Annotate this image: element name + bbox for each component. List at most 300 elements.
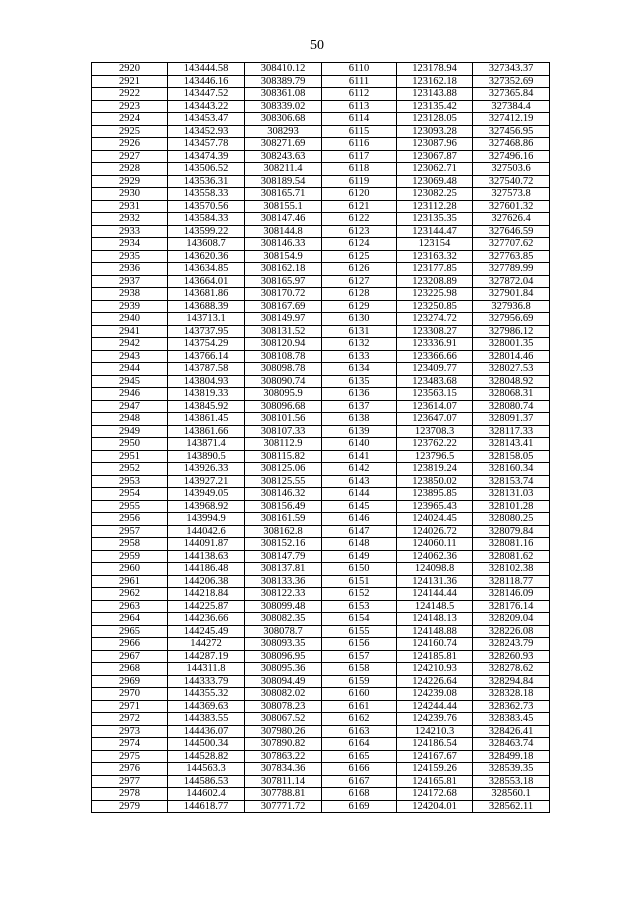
point-number-a-cell: 2979	[92, 800, 168, 813]
table-row	[92, 650, 550, 663]
point-number-a-cell: 2946	[92, 388, 168, 401]
x-coordinate-a-cell: 143926.33	[168, 463, 245, 476]
x-coordinate-b-cell: 123143.88	[397, 88, 473, 101]
y-coordinate-a-cell: 307890.82	[245, 738, 322, 751]
point-number-b-cell: 6149	[322, 550, 397, 563]
point-number-a-cell: 2938	[92, 288, 168, 301]
y-coordinate-b-cell: 327503.6	[473, 163, 550, 176]
x-coordinate-b-cell: 123178.94	[397, 63, 473, 76]
table-row	[92, 113, 550, 126]
point-number-a-cell: 2931	[92, 200, 168, 213]
x-coordinate-a-cell: 143584.33	[168, 213, 245, 226]
x-coordinate-b-cell: 123850.02	[397, 475, 473, 488]
y-coordinate-a-cell: 307788.81	[245, 788, 322, 801]
y-coordinate-a-cell: 308122.33	[245, 588, 322, 601]
x-coordinate-a-cell: 143634.85	[168, 263, 245, 276]
point-number-b-cell: 6123	[322, 225, 397, 238]
x-coordinate-b-cell: 123163.32	[397, 250, 473, 263]
point-number-b-cell: 6147	[322, 525, 397, 538]
y-coordinate-a-cell: 308112.9	[245, 438, 322, 451]
y-coordinate-b-cell: 328560.1	[473, 788, 550, 801]
table-row	[92, 488, 550, 501]
table-row	[92, 713, 550, 726]
point-number-b-cell: 6162	[322, 713, 397, 726]
y-coordinate-a-cell: 308095.9	[245, 388, 322, 401]
table-row	[92, 400, 550, 413]
y-coordinate-b-cell: 327412.19	[473, 113, 550, 126]
point-number-a-cell: 2975	[92, 750, 168, 763]
x-coordinate-b-cell: 123208.89	[397, 275, 473, 288]
x-coordinate-b-cell: 123409.77	[397, 363, 473, 376]
table-row	[92, 613, 550, 626]
x-coordinate-b-cell: 123563.15	[397, 388, 473, 401]
point-number-a-cell: 2964	[92, 613, 168, 626]
y-coordinate-b-cell: 327384.4	[473, 100, 550, 113]
point-number-a-cell: 2955	[92, 500, 168, 513]
table-row	[92, 450, 550, 463]
y-coordinate-b-cell: 327763.85	[473, 250, 550, 263]
point-number-a-cell: 2948	[92, 413, 168, 426]
point-number-a-cell: 2977	[92, 775, 168, 788]
y-coordinate-b-cell: 327707.62	[473, 238, 550, 251]
y-coordinate-a-cell: 308096.68	[245, 400, 322, 413]
y-coordinate-a-cell: 308101.56	[245, 413, 322, 426]
x-coordinate-b-cell: 124144.44	[397, 588, 473, 601]
table-row	[92, 663, 550, 676]
table-row	[92, 563, 550, 576]
y-coordinate-a-cell: 308099.48	[245, 600, 322, 613]
x-coordinate-a-cell: 144206.38	[168, 575, 245, 588]
point-number-b-cell: 6164	[322, 738, 397, 751]
y-coordinate-a-cell: 308082.35	[245, 613, 322, 626]
point-number-b-cell: 6122	[322, 213, 397, 226]
x-coordinate-b-cell: 123112.28	[397, 200, 473, 213]
table-row	[92, 775, 550, 788]
table-row	[92, 725, 550, 738]
point-number-b-cell: 6117	[322, 150, 397, 163]
y-coordinate-b-cell: 328176.14	[473, 600, 550, 613]
x-coordinate-a-cell: 143787.58	[168, 363, 245, 376]
x-coordinate-b-cell: 124239.08	[397, 688, 473, 701]
x-coordinate-a-cell: 143474.39	[168, 150, 245, 163]
table-row	[92, 638, 550, 651]
x-coordinate-a-cell: 144218.84	[168, 588, 245, 601]
x-coordinate-b-cell: 124165.81	[397, 775, 473, 788]
table-row	[92, 500, 550, 513]
x-coordinate-b-cell: 123366.66	[397, 350, 473, 363]
table-row	[92, 150, 550, 163]
x-coordinate-b-cell: 124239.76	[397, 713, 473, 726]
point-number-b-cell: 6133	[322, 350, 397, 363]
x-coordinate-a-cell: 143447.52	[168, 88, 245, 101]
point-number-b-cell: 6145	[322, 500, 397, 513]
point-number-a-cell: 2941	[92, 325, 168, 338]
table-row	[92, 100, 550, 113]
point-number-b-cell: 6165	[322, 750, 397, 763]
point-number-b-cell: 6130	[322, 313, 397, 326]
y-coordinate-a-cell: 308165.71	[245, 188, 322, 201]
point-number-b-cell: 6159	[322, 675, 397, 688]
y-coordinate-b-cell: 328117.33	[473, 425, 550, 438]
y-coordinate-b-cell: 328143.41	[473, 438, 550, 451]
x-coordinate-b-cell: 123093.28	[397, 125, 473, 138]
table-row	[92, 388, 550, 401]
y-coordinate-a-cell: 308156.49	[245, 500, 322, 513]
y-coordinate-a-cell: 308339.02	[245, 100, 322, 113]
x-coordinate-a-cell: 143861.45	[168, 413, 245, 426]
y-coordinate-b-cell: 328499.18	[473, 750, 550, 763]
point-number-b-cell: 6140	[322, 438, 397, 451]
point-number-a-cell: 2944	[92, 363, 168, 376]
point-number-b-cell: 6136	[322, 388, 397, 401]
point-number-a-cell: 2949	[92, 425, 168, 438]
x-coordinate-a-cell: 143608.7	[168, 238, 245, 251]
point-number-a-cell: 2952	[92, 463, 168, 476]
y-coordinate-a-cell: 307863.22	[245, 750, 322, 763]
point-number-b-cell: 6126	[322, 263, 397, 276]
y-coordinate-a-cell: 308147.46	[245, 213, 322, 226]
point-number-b-cell: 6129	[322, 300, 397, 313]
x-coordinate-b-cell: 124210.3	[397, 725, 473, 738]
point-number-b-cell: 6110	[322, 63, 397, 76]
y-coordinate-a-cell: 308147.79	[245, 550, 322, 563]
y-coordinate-a-cell: 308120.94	[245, 338, 322, 351]
table-row	[92, 350, 550, 363]
table-row	[92, 88, 550, 101]
y-coordinate-b-cell: 327986.12	[473, 325, 550, 338]
x-coordinate-b-cell: 123067.87	[397, 150, 473, 163]
table-row	[92, 300, 550, 313]
point-number-a-cell: 2956	[92, 513, 168, 526]
point-number-a-cell: 2932	[92, 213, 168, 226]
y-coordinate-b-cell: 327626.4	[473, 213, 550, 226]
point-number-a-cell: 2924	[92, 113, 168, 126]
y-coordinate-b-cell: 327601.32	[473, 200, 550, 213]
x-coordinate-b-cell: 123308.27	[397, 325, 473, 338]
point-number-b-cell: 6135	[322, 375, 397, 388]
point-number-b-cell: 6118	[322, 163, 397, 176]
x-coordinate-a-cell: 143444.58	[168, 63, 245, 76]
point-number-a-cell: 2966	[92, 638, 168, 651]
point-number-a-cell: 2962	[92, 588, 168, 601]
x-coordinate-b-cell: 123082.25	[397, 188, 473, 201]
point-number-b-cell: 6160	[322, 688, 397, 701]
point-number-a-cell: 2951	[92, 450, 168, 463]
x-coordinate-b-cell: 123062.71	[397, 163, 473, 176]
x-coordinate-a-cell: 143688.39	[168, 300, 245, 313]
point-number-a-cell: 2974	[92, 738, 168, 751]
x-coordinate-a-cell: 143968.92	[168, 500, 245, 513]
x-coordinate-a-cell: 143681.86	[168, 288, 245, 301]
table-row	[92, 438, 550, 451]
point-number-a-cell: 2933	[92, 225, 168, 238]
table-row	[92, 238, 550, 251]
point-number-b-cell: 6153	[322, 600, 397, 613]
y-coordinate-b-cell: 327456.95	[473, 125, 550, 138]
table-row	[92, 125, 550, 138]
table-row	[92, 463, 550, 476]
y-coordinate-a-cell: 308161.59	[245, 513, 322, 526]
y-coordinate-b-cell: 328278.62	[473, 663, 550, 676]
point-number-b-cell: 6167	[322, 775, 397, 788]
x-coordinate-a-cell: 144311.8	[168, 663, 245, 676]
y-coordinate-a-cell: 308137.81	[245, 563, 322, 576]
y-coordinate-a-cell: 308115.82	[245, 450, 322, 463]
table-row	[92, 175, 550, 188]
point-number-a-cell: 2957	[92, 525, 168, 538]
point-number-b-cell: 6139	[322, 425, 397, 438]
y-coordinate-b-cell: 328209.04	[473, 613, 550, 626]
point-number-b-cell: 6116	[322, 138, 397, 151]
x-coordinate-b-cell: 124159.26	[397, 763, 473, 776]
table-row	[92, 800, 550, 813]
point-number-b-cell: 6158	[322, 663, 397, 676]
y-coordinate-b-cell: 328160.34	[473, 463, 550, 476]
y-coordinate-a-cell: 308410.12	[245, 63, 322, 76]
point-number-b-cell: 6150	[322, 563, 397, 576]
y-coordinate-b-cell: 328153.74	[473, 475, 550, 488]
point-number-a-cell: 2937	[92, 275, 168, 288]
point-number-a-cell: 2958	[92, 538, 168, 551]
table-row	[92, 475, 550, 488]
y-coordinate-b-cell: 328081.62	[473, 550, 550, 563]
x-coordinate-a-cell: 144272	[168, 638, 245, 651]
point-number-a-cell: 2921	[92, 75, 168, 88]
y-coordinate-a-cell: 308146.33	[245, 238, 322, 251]
point-number-b-cell: 6154	[322, 613, 397, 626]
x-coordinate-b-cell: 123647.07	[397, 413, 473, 426]
page-number: 50	[310, 38, 324, 53]
point-number-b-cell: 6155	[322, 625, 397, 638]
point-number-a-cell: 2942	[92, 338, 168, 351]
x-coordinate-b-cell: 123796.5	[397, 450, 473, 463]
x-coordinate-a-cell: 144586.53	[168, 775, 245, 788]
x-coordinate-a-cell: 144618.77	[168, 800, 245, 813]
y-coordinate-b-cell: 327343.37	[473, 63, 550, 76]
x-coordinate-b-cell: 124167.67	[397, 750, 473, 763]
x-coordinate-b-cell: 123614.07	[397, 400, 473, 413]
point-number-b-cell: 6132	[322, 338, 397, 351]
y-coordinate-a-cell: 307811.14	[245, 775, 322, 788]
point-number-b-cell: 6144	[322, 488, 397, 501]
x-coordinate-a-cell: 143766.14	[168, 350, 245, 363]
table-row	[92, 788, 550, 801]
point-number-b-cell: 6168	[322, 788, 397, 801]
y-coordinate-a-cell: 308078.23	[245, 700, 322, 713]
x-coordinate-b-cell: 124062.36	[397, 550, 473, 563]
table-row	[92, 138, 550, 151]
x-coordinate-b-cell: 123895.85	[397, 488, 473, 501]
table-row	[92, 338, 550, 351]
x-coordinate-a-cell: 143457.78	[168, 138, 245, 151]
x-coordinate-b-cell: 124186.54	[397, 738, 473, 751]
y-coordinate-b-cell: 328080.25	[473, 513, 550, 526]
y-coordinate-a-cell: 308189.54	[245, 175, 322, 188]
x-coordinate-a-cell: 143453.47	[168, 113, 245, 126]
point-number-a-cell: 2973	[92, 725, 168, 738]
point-number-a-cell: 2961	[92, 575, 168, 588]
y-coordinate-a-cell: 308082.02	[245, 688, 322, 701]
x-coordinate-b-cell: 123819.24	[397, 463, 473, 476]
y-coordinate-b-cell: 328027.53	[473, 363, 550, 376]
point-number-a-cell: 2967	[92, 650, 168, 663]
x-coordinate-b-cell: 124024.45	[397, 513, 473, 526]
y-coordinate-b-cell: 328562.11	[473, 800, 550, 813]
x-coordinate-b-cell: 124172.68	[397, 788, 473, 801]
y-coordinate-a-cell: 308271.69	[245, 138, 322, 151]
x-coordinate-a-cell: 144042.6	[168, 525, 245, 538]
y-coordinate-b-cell: 328243.79	[473, 638, 550, 651]
x-coordinate-a-cell: 143819.33	[168, 388, 245, 401]
y-coordinate-b-cell: 328328.18	[473, 688, 550, 701]
y-coordinate-b-cell: 328553.18	[473, 775, 550, 788]
table-row	[92, 325, 550, 338]
y-coordinate-b-cell: 328014.46	[473, 350, 550, 363]
point-number-a-cell: 2927	[92, 150, 168, 163]
table-row	[92, 425, 550, 438]
x-coordinate-b-cell: 123144.47	[397, 225, 473, 238]
point-number-b-cell: 6127	[322, 275, 397, 288]
x-coordinate-a-cell: 144186.48	[168, 563, 245, 576]
y-coordinate-b-cell: 328539.35	[473, 763, 550, 776]
x-coordinate-b-cell: 124060.11	[397, 538, 473, 551]
point-number-a-cell: 2976	[92, 763, 168, 776]
point-number-a-cell: 2965	[92, 625, 168, 638]
x-coordinate-a-cell: 144355.32	[168, 688, 245, 701]
y-coordinate-b-cell: 328081.16	[473, 538, 550, 551]
x-coordinate-a-cell: 143994.9	[168, 513, 245, 526]
y-coordinate-a-cell: 308067.52	[245, 713, 322, 726]
point-number-b-cell: 6111	[322, 75, 397, 88]
y-coordinate-a-cell: 308125.55	[245, 475, 322, 488]
x-coordinate-b-cell: 123708.3	[397, 425, 473, 438]
point-number-a-cell: 2950	[92, 438, 168, 451]
point-number-b-cell: 6142	[322, 463, 397, 476]
table-row	[92, 213, 550, 226]
y-coordinate-b-cell: 328294.84	[473, 675, 550, 688]
y-coordinate-a-cell: 308096.95	[245, 650, 322, 663]
table-row	[92, 525, 550, 538]
x-coordinate-b-cell: 123154	[397, 238, 473, 251]
y-coordinate-b-cell: 327789.99	[473, 263, 550, 276]
y-coordinate-a-cell: 308094.49	[245, 675, 322, 688]
x-coordinate-a-cell: 143861.66	[168, 425, 245, 438]
y-coordinate-a-cell: 308133.36	[245, 575, 322, 588]
point-number-a-cell: 2923	[92, 100, 168, 113]
x-coordinate-a-cell: 143570.56	[168, 200, 245, 213]
table-row	[92, 600, 550, 613]
y-coordinate-a-cell: 308211.4	[245, 163, 322, 176]
table-row	[92, 288, 550, 301]
x-coordinate-b-cell: 124204.01	[397, 800, 473, 813]
point-number-a-cell: 2960	[92, 563, 168, 576]
x-coordinate-a-cell: 143506.52	[168, 163, 245, 176]
x-coordinate-a-cell: 143452.93	[168, 125, 245, 138]
y-coordinate-a-cell: 308078.7	[245, 625, 322, 638]
point-number-a-cell: 2947	[92, 400, 168, 413]
x-coordinate-b-cell: 123135.42	[397, 100, 473, 113]
point-number-a-cell: 2963	[92, 600, 168, 613]
point-number-b-cell: 6151	[322, 575, 397, 588]
point-number-b-cell: 6115	[322, 125, 397, 138]
table-row	[92, 275, 550, 288]
point-number-a-cell: 2959	[92, 550, 168, 563]
y-coordinate-a-cell: 308162.8	[245, 525, 322, 538]
x-coordinate-a-cell: 143845.92	[168, 400, 245, 413]
point-number-a-cell: 2934	[92, 238, 168, 251]
point-number-b-cell: 6143	[322, 475, 397, 488]
table-row	[92, 538, 550, 551]
table-row	[92, 738, 550, 751]
x-coordinate-a-cell: 144333.79	[168, 675, 245, 688]
y-coordinate-a-cell: 308361.08	[245, 88, 322, 101]
x-coordinate-a-cell: 143443.22	[168, 100, 245, 113]
point-number-b-cell: 6152	[322, 588, 397, 601]
y-coordinate-a-cell: 308293	[245, 125, 322, 138]
table-row	[92, 750, 550, 763]
table-row	[92, 200, 550, 213]
y-coordinate-b-cell: 328079.84	[473, 525, 550, 538]
x-coordinate-b-cell: 123135.35	[397, 213, 473, 226]
point-number-a-cell: 2930	[92, 188, 168, 201]
x-coordinate-a-cell: 143446.16	[168, 75, 245, 88]
x-coordinate-a-cell: 144225.87	[168, 600, 245, 613]
x-coordinate-b-cell: 123274.72	[397, 313, 473, 326]
x-coordinate-a-cell: 144602.4	[168, 788, 245, 801]
y-coordinate-b-cell: 328463.74	[473, 738, 550, 751]
y-coordinate-a-cell: 308389.79	[245, 75, 322, 88]
y-coordinate-b-cell: 327936.8	[473, 300, 550, 313]
y-coordinate-b-cell: 328383.45	[473, 713, 550, 726]
y-coordinate-a-cell: 308149.97	[245, 313, 322, 326]
table-row	[92, 700, 550, 713]
point-number-a-cell: 2922	[92, 88, 168, 101]
x-coordinate-b-cell: 124148.13	[397, 613, 473, 626]
point-number-b-cell: 6134	[322, 363, 397, 376]
y-coordinate-a-cell: 307980.26	[245, 725, 322, 738]
point-number-b-cell: 6157	[322, 650, 397, 663]
x-coordinate-b-cell: 123250.85	[397, 300, 473, 313]
point-number-b-cell: 6163	[322, 725, 397, 738]
point-number-a-cell: 2978	[92, 788, 168, 801]
x-coordinate-b-cell: 124226.64	[397, 675, 473, 688]
y-coordinate-a-cell: 308144.8	[245, 225, 322, 238]
x-coordinate-b-cell: 123225.98	[397, 288, 473, 301]
point-number-b-cell: 6121	[322, 200, 397, 213]
point-number-a-cell: 2969	[92, 675, 168, 688]
table-row	[92, 75, 550, 88]
point-number-a-cell: 2935	[92, 250, 168, 263]
y-coordinate-b-cell: 328260.93	[473, 650, 550, 663]
y-coordinate-b-cell: 327352.69	[473, 75, 550, 88]
x-coordinate-a-cell: 143949.05	[168, 488, 245, 501]
y-coordinate-a-cell: 308155.1	[245, 200, 322, 213]
x-coordinate-a-cell: 143713.1	[168, 313, 245, 326]
y-coordinate-b-cell: 328102.38	[473, 563, 550, 576]
x-coordinate-a-cell: 143536.31	[168, 175, 245, 188]
x-coordinate-a-cell: 144383.55	[168, 713, 245, 726]
point-number-b-cell: 6124	[322, 238, 397, 251]
y-coordinate-a-cell: 308125.06	[245, 463, 322, 476]
point-number-a-cell: 2939	[92, 300, 168, 313]
y-coordinate-a-cell: 308107.33	[245, 425, 322, 438]
table-row	[92, 688, 550, 701]
y-coordinate-a-cell: 308154.9	[245, 250, 322, 263]
x-coordinate-a-cell: 144138.63	[168, 550, 245, 563]
point-number-a-cell: 2945	[92, 375, 168, 388]
y-coordinate-b-cell: 327901.84	[473, 288, 550, 301]
x-coordinate-a-cell: 143737.95	[168, 325, 245, 338]
